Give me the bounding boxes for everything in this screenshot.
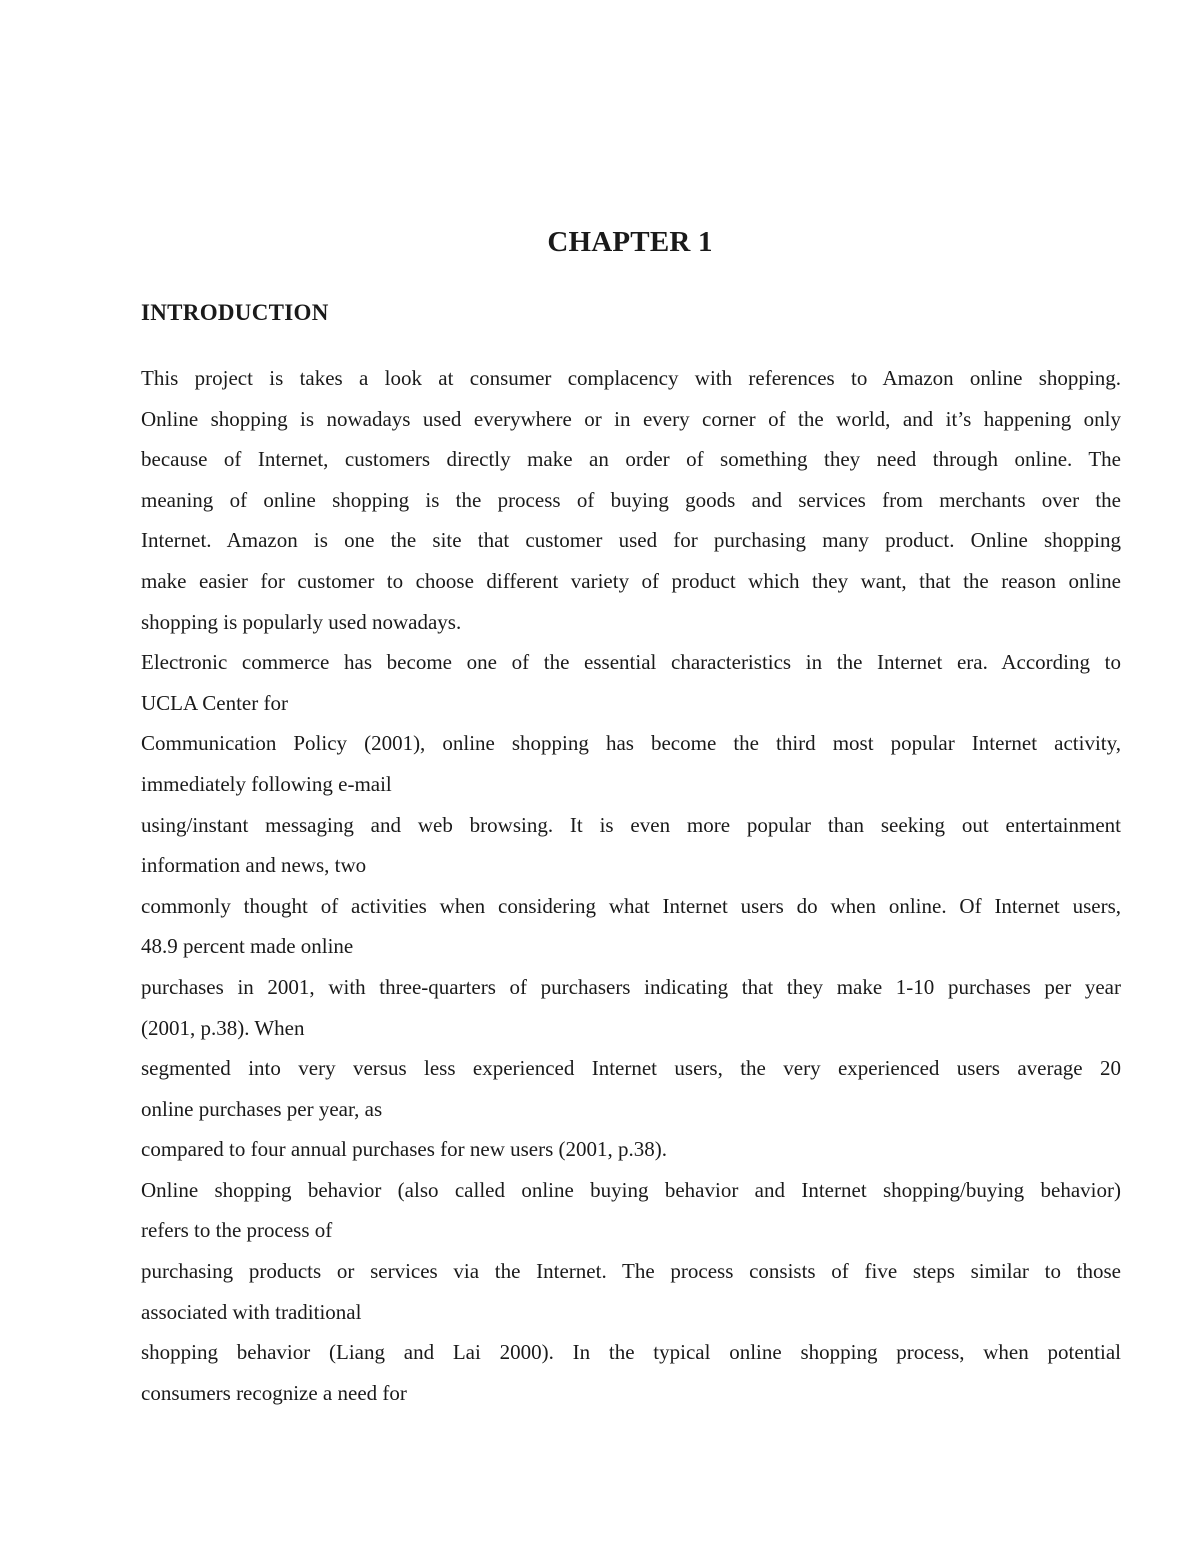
body-line: This project is takes a look at consumer complacency with references to Amazon online shopping. [141, 366, 1121, 390]
body-line: 48.9 percent made online [141, 934, 354, 959]
body-line: commonly thought of activities when considering what Internet users do when online. Of Internet users, [141, 893, 1121, 918]
chapter-title: CHAPTER 1 [547, 226, 713, 258]
body-line: consumers recognize a need for [141, 1380, 407, 1405]
body-line: Communication Policy (2001), online shopping has become the third most popular Internet activity, [141, 731, 1121, 756]
body-line: using/instant messaging and web browsing. It is even more popular than seeking out entertainment [141, 812, 1121, 837]
body-line: purchasing products or services via the Internet. The process consists of five steps similar to those [141, 1259, 1121, 1284]
body-line: Online shopping is nowadays used everywhere or in every corner of the world, and it’s happening only [141, 406, 1121, 431]
body-line: immediately following e-mail [141, 771, 392, 796]
body-line: meaning of online shopping is the process of buying goods and services from merchants over the [141, 487, 1121, 512]
body-line: refers to the process of [141, 1218, 333, 1243]
body-line: Online shopping behavior (also called online buying behavior and Internet shopping/buying behavior) [141, 1177, 1121, 1202]
body-line: shopping behavior (Liang and Lai 2000). In the typical online shopping process, when potential [141, 1340, 1121, 1365]
body-line: shopping is popularly used nowadays. [141, 609, 462, 634]
body-line: (2001, p.38). When [141, 1015, 305, 1040]
body-line: online purchases per year, as [141, 1096, 383, 1121]
body-line: information and news, two [141, 853, 367, 878]
body-line: UCLA Center for [141, 690, 288, 715]
body-line: compared to four annual purchases for new users (2001, p.38). [141, 1137, 668, 1162]
body-line: make easier for customer to choose different variety of product which they want, that the reason online [141, 568, 1121, 593]
body-line: Internet. Amazon is one the site that customer used for purchasing many product. Online shopping [141, 528, 1121, 553]
body-text [141, 358, 1121, 1413]
body-line: associated with traditional [141, 1299, 362, 1324]
body-line: because of Internet, customers directly make an order of something they need through online. The [141, 447, 1121, 472]
section-heading: INTRODUCTION [141, 300, 329, 325]
body-line: purchases in 2001, with three-quarters of purchasers indicating that they make 1-10 purchases per year [141, 974, 1121, 999]
body-line: segmented into very versus less experienced Internet users, the very experienced users average 20 [141, 1056, 1121, 1081]
body-line: Electronic commerce has become one of the essential characteristics in the Internet era. According to [141, 650, 1121, 675]
